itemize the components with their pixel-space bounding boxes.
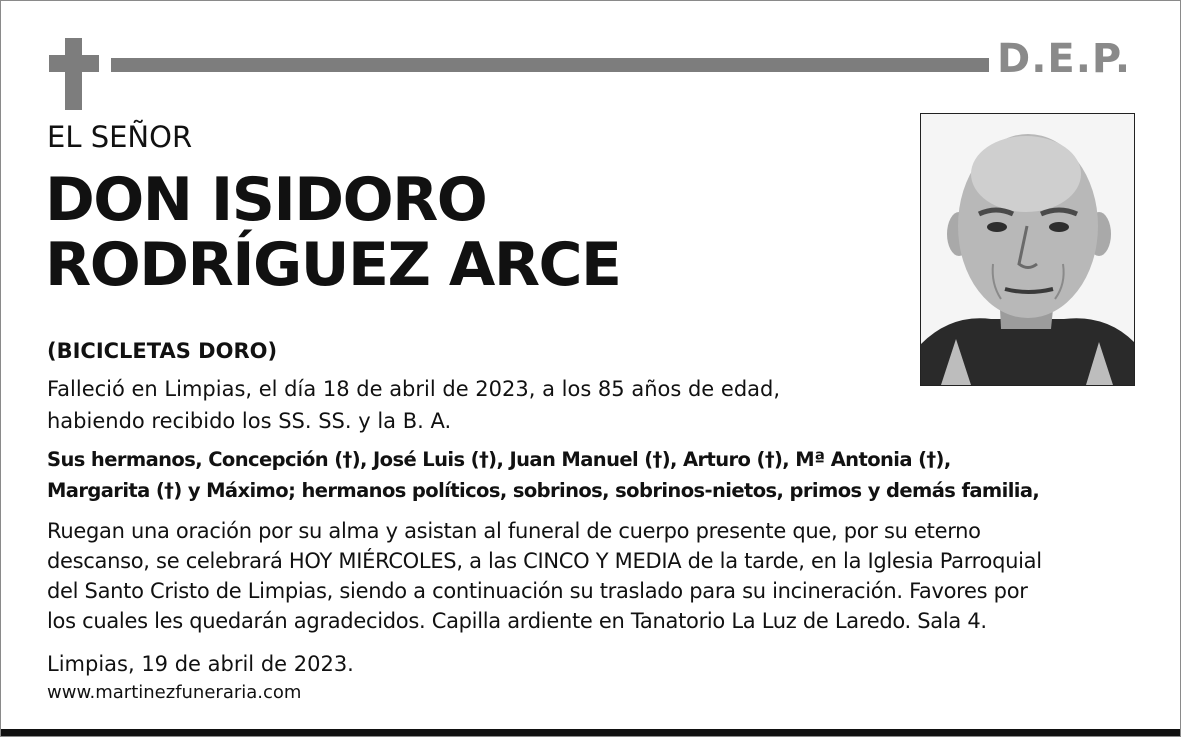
funeral-line-4: los cuales les quedarán agradecidos. Capilla ardiente en Tanatorio La Luz de Laredo. Sala 4. xyxy=(47,609,987,633)
family-line-2: Margarita (†) y Máximo; hermanos políticos, sobrinos, sobrinos-nietos, primos y demás familia, xyxy=(47,479,1040,502)
place-date: Limpias, 19 de abril de 2023. xyxy=(47,652,354,676)
death-notice xyxy=(47,373,867,437)
name-line-1: DON ISIDORO xyxy=(45,165,487,235)
header-rule xyxy=(111,58,989,72)
funeral-details xyxy=(47,516,1157,636)
funeral-line-3: del Santo Cristo de Limpias, siendo a continuación su traslado para su incineración. Favores por xyxy=(47,579,1028,603)
cross-icon-bar xyxy=(49,55,99,72)
cross-icon xyxy=(65,38,82,110)
nickname: (BICICLETAS DORO) xyxy=(47,339,278,363)
family-line-1: Sus hermanos, Concepción (†), José Luis (†), Juan Manuel (†), Arturo (†), Mª Antonia (†), xyxy=(47,448,951,471)
bottom-bar xyxy=(1,729,1180,736)
website-link[interactable]: www.martinezfuneraria.com xyxy=(47,682,302,703)
funeral-line-1: Ruegan una oración por su alma y asistan al funeral de cuerpo presente que, por su eterno xyxy=(47,519,981,543)
honorific: EL SEÑOR xyxy=(47,120,193,154)
portrait-photo-graphic xyxy=(921,114,1134,385)
dep-label: D.E.P. xyxy=(997,36,1132,82)
death-notice-line-1: Falleció en Limpias, el día 18 de abril de 2023, a los 85 años de edad, xyxy=(47,377,781,401)
funeral-line-2: descanso, se celebrará HOY MIÉRCOLES, a las CINCO Y MEDIA de la tarde, en la Iglesia Parroquial xyxy=(47,549,1042,573)
family-list xyxy=(47,444,1147,506)
name-line-2: RODRÍGUEZ ARCE xyxy=(45,230,621,300)
portrait-photo xyxy=(920,113,1135,386)
death-notice-line-2: habiendo recibido los SS. SS. y la B. A. xyxy=(47,409,452,433)
deceased-name xyxy=(45,165,621,300)
